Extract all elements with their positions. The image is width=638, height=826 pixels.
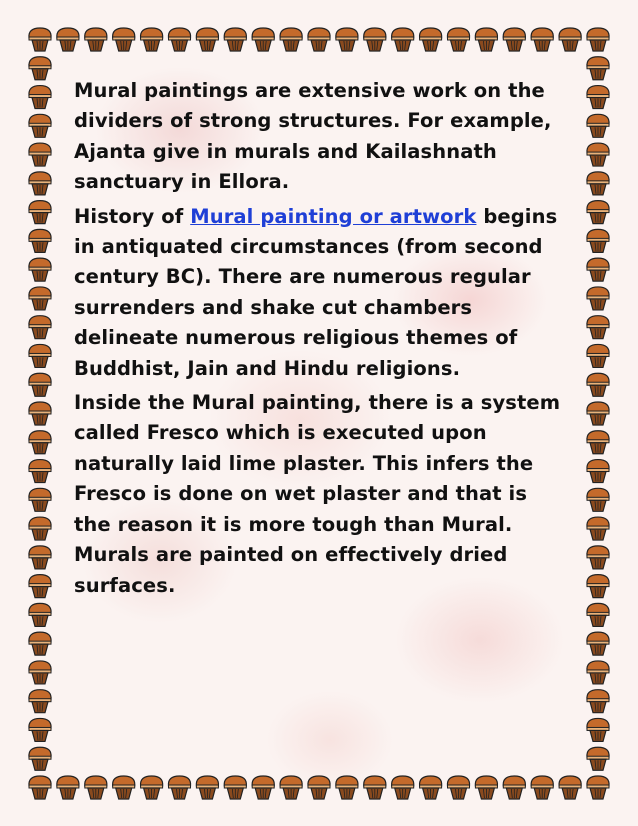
document-body xyxy=(74,76,562,605)
paragraph-1: Mural paintings are extensive work on the dividers of strong structures. For example, Ajanta give in murals and Kailashnath sanctuary in Ellora. xyxy=(74,79,552,194)
paragraph-2-suffix: begins in antiquated circumstances (from second century BC). There are numerous regular surrenders and shake cut chambers delineate numerous religious themes of Buddhist, Jain and Hindu religions. xyxy=(74,204,558,380)
mural-painting-link[interactable]: Mural painting or artwork xyxy=(190,204,477,228)
paragraph-3: Inside the Mural painting, there is a system called Fresco which is executed upon naturally laid lime plaster. This infers the Fresco is done on wet plaster and that is the reason it is more tough than Mural. Murals are painted on effectively dried surfaces. xyxy=(74,391,561,597)
paragraph-2-prefix: History of xyxy=(74,204,191,228)
paragraph-2 xyxy=(74,202,562,384)
